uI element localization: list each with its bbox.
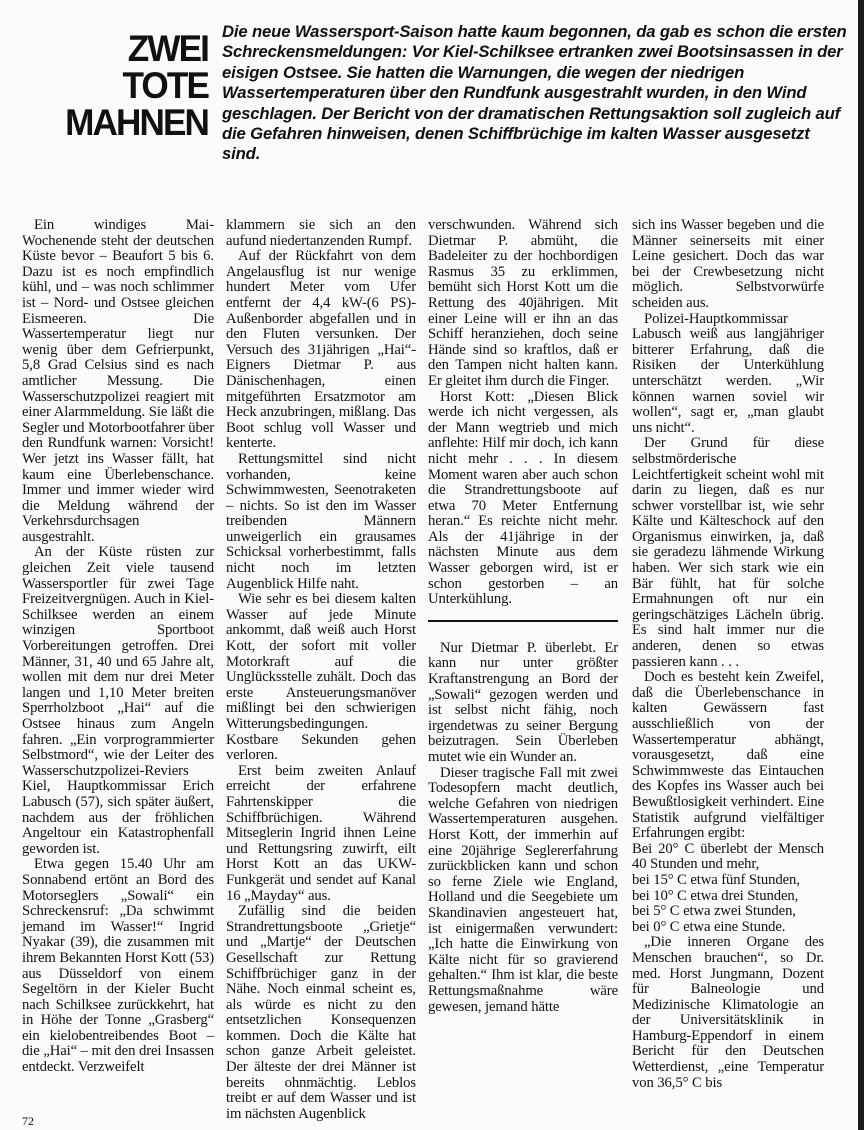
paragraph: „Die inneren Organe des Menschen brauchen“, so Dr. med. Horst Jungmann, Dozent für Balneologie und Medizinische Klimatologie an der Universitätsklinik in Hamburg-Eppendorf in einem Bericht für den Deutschen Wetterdienst, „eine Temperatur von 36,5° C bis bbox=[632, 934, 824, 1091]
paragraph: Auf der Rückfahrt von dem Angelausflug ist nur wenige hundert Meter vom Ufer entfernt der 4,4 kW-(6 PS)-Außenborder abgefallen und in den Fluten versunken. Der Versuch des 31jährigen „Hai“-Eigners Dietmar P. aus Dänischenhagen, einen mitgeführten Ersatzmotor am Heck anzubringen, mißlang. Das Boot schlug voll Wasser und kenterte. bbox=[226, 248, 416, 452]
intro-text bbox=[222, 22, 848, 165]
paragraph: Der Grund für diese selbstmörderische Leichtfertigkeit scheint wohl mit darin zu liegen, daß es nur schwer vorstellbar ist, wie sehr Kälte und Kälteschock auf den Organismus einwirken, ja, daß sie geradezu lähmende Wirkung haben. Wer sich stark wie ein Bär fühlt, hat für solche Ermahnungen oft nur ein geringschätziges Lächeln übrig. Es sind halt immer nur die anderen, denen so etwas passieren kann . . . bbox=[632, 435, 824, 670]
paragraph: Polizei-Hauptkommissar Labusch weiß aus langjähriger bitterer Erfahrung, daß die Risiken der Unterkühlung unterschätzt werden. „Wir können warnen soviel wir wollen“, sagt er, „man glaubt uns nicht“. bbox=[632, 310, 824, 436]
column-4 bbox=[632, 218, 824, 1098]
paragraph: Zufällig sind die beiden Strandrettungsboote „Grietje“ und „Martje“ der Deutschen Gesellschaft zur Rettung Schiffbrüchiger ganz in der Nähe. Noch einmal scheint es, als würde es nicht zu den entsetzlichen Konsequenzen kommen. Doch die Kälte hat schon ganze Arbeit geleistet. Der älteste der drei Männer ist bereits ohnmächtig. Leblos treibt er auf dem Wasser und ist im nächsten Augenblick bbox=[226, 903, 416, 1122]
paragraph: Doch es besteht kein Zweifel, daß die Überlebenschance in kalten Gewässern fast ausschließlich von der Wassertemperatur abhängt, vorausgesetzt, daß eine Schwimmweste das Eintauchen des Kopfes ins Wasser auch bei Bewußtlosigkeit verhindert. Eine Statistik aufgrund vielfältiger Erfahrungen ergibt: bbox=[632, 669, 824, 842]
page-number: 72 bbox=[22, 1114, 34, 1128]
paragraph: Etwa gegen 15.40 Uhr am Sonnabend ertönt an Bord des Motorseglers „Sowali“ ein Schreckensruf: „Da schwimmt jemand im Wasser!“ Ingrid Nyakar (39), die zusammen mit ihrem Bekannten Horst Kott (53) aus Düsseldorf von einem Segeltörn in der Kieler Bucht nach Schilksee zurückkehrt, hat in Höhe der Tonne „Grasberg“ ein kielobentreibendes Boot – die „Hai“ – mit den drei Insassen entdeckt. Verzweifelt bbox=[22, 856, 214, 1076]
paragraph: sich ins Wasser begeben und die Männer seinerseits mit einer Leine gesichert. Doch das war bei der Crewbesetzung nicht möglich. Selbstvorwürfe scheiden aus. bbox=[632, 217, 824, 311]
column-1 bbox=[22, 218, 214, 1098]
column-3 bbox=[428, 218, 618, 1098]
statistic-line: bei 15° C etwa fünf Stunden, bbox=[632, 871, 800, 888]
statistic-line: bei 5° C etwa zwei Stunden, bbox=[632, 903, 796, 920]
headline-line: ZWEI bbox=[127, 28, 208, 69]
paragraph: Ein windiges Mai-Wochenende steht der deutschen Küste bevor – Beaufort 5 bis 6. Dazu ist es noch empfindlich kühl, und – was noch schlimmer ist – Nord- und Ostsee gleichen Eismeeren. Die Wassertemperatur liegt nur wenig über dem Gefrierpunkt, 5,8 Grad Celsius sind es nach amtlicher Messung. Die Wasserschutzpolizei reagiert mit einer Alarmmeldung. Sie läßt die Segler und Motorbootfahrer über den Rundfunk warnen: Vorsicht! Wer jetzt ins Wasser fällt, hat kaum eine Überlebenschance. Immer und immer wieder wird die Meldung während der Verkehrsdurchsagen ausgestrahlt. bbox=[22, 217, 214, 545]
subheading bbox=[428, 620, 618, 629]
page-edge bbox=[858, 0, 864, 1130]
headline-line: MAHNEN bbox=[65, 102, 208, 143]
paragraph: Horst Kott: „Diesen Blick werde ich nicht vergessen, als der Mann wegtrieb und mich anflehte: Hilf mir doch, ich kann nicht mehr . . . In diesem Moment waren aber auch schon die Strandrettungsboote auf etwa 70 Meter Entfernung heran.“ Es reichte nicht mehr. Als der 41jährige in der nächsten Minute aus dem Wasser geborgen wird, ist er schon gestorben – an Unterkühlung. bbox=[428, 388, 618, 608]
paragraph: Rettungsmittel sind nicht vorhanden, keine Schwimmwesten, Seenotraketen – nichts. So ist den im Wasser treibenden Männern unweigerlich ein grausames Schicksal vorherbestimmt, falls nicht noch im letzten Augenblick Hilfe naht. bbox=[226, 450, 416, 592]
column-2 bbox=[226, 217, 416, 1122]
statistic-line: Bei 20° C überlebt der Mensch 40 Stunden und mehr, bbox=[632, 840, 824, 873]
paragraph: Dieser tragische Fall mit zwei Todesopfern macht deutlich, welche Gefahren von niedrigen Wassertemperaturen ausgehen. Horst Kott, der immerhin auf eine 20jährige Seglererfahrung zurückblicken kann und schon so ferne Ziele wie England, Holland und die Seegebiete um Skandinavien angesteuert hat, ist einigermaßen verwundert: „Ich hatte die Einwirkung von Kälte nicht für so gravierend gehalten.“ Ihm ist klar, die beste Rettungsmaßnahme wäre gewesen, jemand hätte bbox=[428, 764, 618, 1015]
paragraph: Wie sehr es bei diesem kalten Wasser auf jede Minute ankommt, daß weiß auch Horst Kott, der sofort mit voller Motorkraft auf die Unglücksstelle zuhält. Doch das erste Ansteuerungsmanöver mißlingt bei den schwierigen Witterungsbedingungen. Kostbare Sekunden gehen verloren. bbox=[226, 591, 416, 764]
headline bbox=[18, 30, 208, 141]
statistic-line: bei 0° C etwa eine Stunde. bbox=[632, 918, 786, 935]
paragraph: Nur Dietmar P. überlebt. Er kann nur unter größter Kraftanstrengung an Bord der „Sowali“ gezogen werden und ist selbst nicht fähig, noch irgendetwas zu seiner Bergung beizutragen. Sein Überleben mutet wie ein Wunder an. bbox=[428, 639, 618, 765]
intro-paragraph: Die neue Wassersport-Saison hatte kaum begonnen, da gab es schon die ersten Schreckensmeldungen: Vor Kiel-Schilksee ertranken zwei Bootsinsassen in der eisigen Ostsee. Sie hatten die Warnungen, die wegen der niedrigen Wassertemperaturen über den Rundfunk ausgestrahlt wurden, in den Wind geschlagen. Der Bericht von der dramatischen Rettungsaktion soll zugleich auf die Gefahren hinweisen, denen Schiffbrüchige im kalten Wasser ausgesetzt sind. bbox=[222, 22, 847, 164]
paragraph: verschwunden. Während sich Dietmar P. abmüht, die Badeleiter zu der hochbordigen Rasmus 35 zu erklimmen, bemüht sich Horst Kott um die Rettung des 40jährigen. Mit einer Leine will er ihn an das Schiff heranziehen, doch seine Hände sind so kraftlos, daß er den Tampen nicht halten kann. Er gleitet ihm durch die Finger. bbox=[428, 217, 618, 389]
statistic-line: bei 10° C etwa drei Stunden, bbox=[632, 887, 799, 904]
paragraph: An der Küste rüsten zur gleichen Zeit viele tausend Wassersportler für zwei Tage Freizeitvergnügen. Auch in Kiel-Schilksee werden an einem winzigen Sportboot Vorbereitungen getroffen. Drei Männer, 31, 40 und 65 Jahre alt, wollen mit dem nur drei Meter langen und 1,10 Meter breiten Sperrholzboot „Hai“ auf die Ostsee hinaus zum Angeln fahren. „Ein vorprogrammierter Selbstmord“, wie der Leiter des Wasserschutzpolizei-Reviers Kiel, Hauptkommissar Erich Labusch (57), sich später äußert, nachdem aus der fröhlichen Angeltour ein Katastrophenfall geworden ist. bbox=[22, 544, 214, 857]
paragraph: Erst beim zweiten Anlauf erreicht der erfahrene Fahrtenskipper die Schiffbrüchigen. Während Mitseglerin Ingrid ihnen Leine und Rettungsring zuwirft, eilt Horst Kott an das UKW-Funkgerät und sendet auf Kanal 16 „Mayday“ aus. bbox=[226, 762, 416, 904]
paragraph: klammern sie sich an den aufund niedertanzenden Rumpf. bbox=[226, 217, 416, 249]
headline-line: TOTE bbox=[122, 65, 208, 106]
